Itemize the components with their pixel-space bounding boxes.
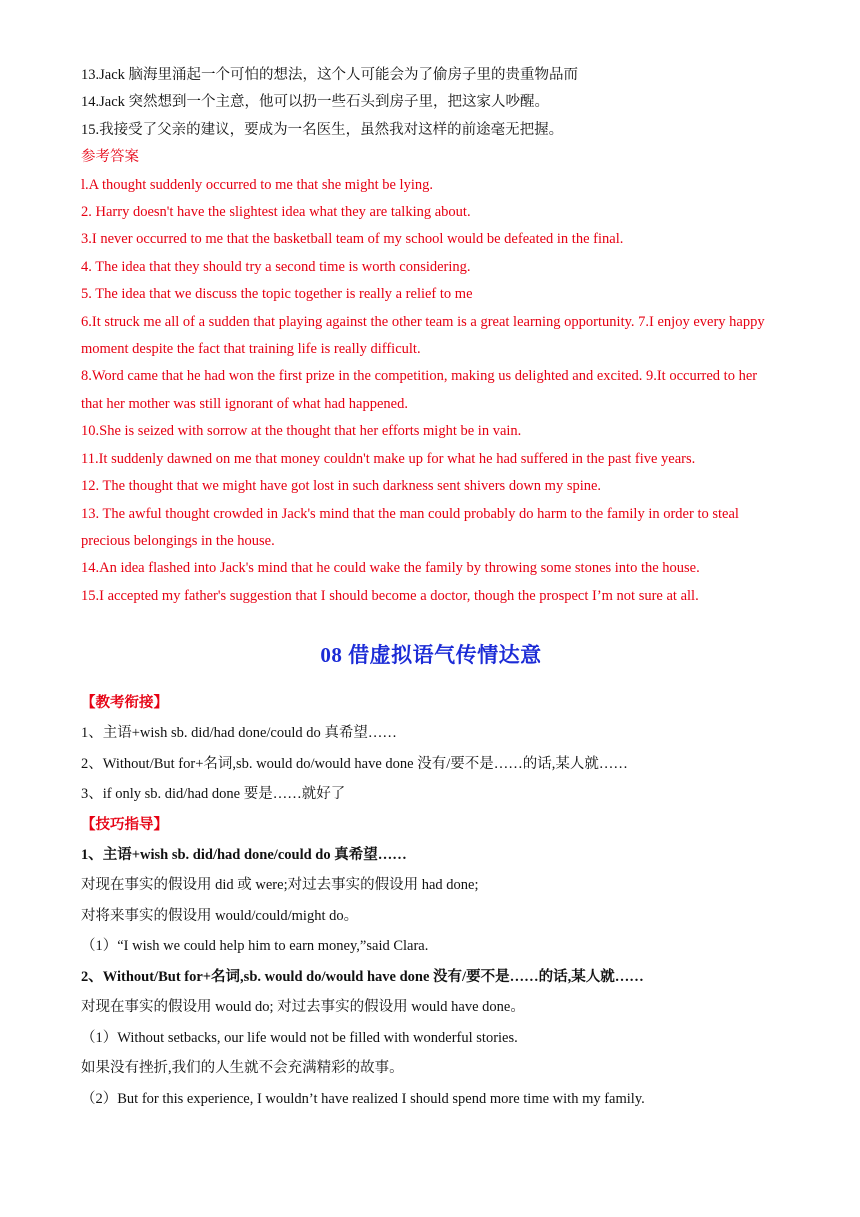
point-1-line-1: 对现在事实的假设用 did 或 were;对过去事实的假设用 had done; xyxy=(81,877,479,894)
answer-2: 2. Harry doesn't have the slightest idea what they are talking about. xyxy=(81,204,471,221)
jiaokao-item-2: 2、Without/But for+名词,sb. would do/would have done 没有/要不是……的话,某人就…… xyxy=(81,755,628,772)
answer-3: 3.I never occurred to me that the basketball team of my school would be defeated in the final. xyxy=(81,231,624,248)
chinese-item-15: 15.我接受了父亲的建议，要成为一名医生，虽然我对这样的前途毫无把握。 xyxy=(81,121,564,138)
chinese-sentence-list xyxy=(81,62,781,144)
jiaokao-item-3: 3、if only sb. did/had done 要是……就好了 xyxy=(81,786,346,803)
answer-14: 14.An idea flashed into Jack's mind that he could wake the family by throwing some stones into the house. xyxy=(81,560,700,577)
point-2-example-2: （2）But for this experience, I wouldn’t have realized I should spend more time with my family. xyxy=(81,1090,645,1107)
answer-5: 5. The idea that we discuss the topic together is really a relief to me xyxy=(81,286,473,303)
answer-1: l.A thought suddenly occurred to me that she might be lying. xyxy=(81,176,433,193)
answer-13: 13. The awful thought crowded in Jack's mind that the man could probably do harm to the family in order to steal precious belongings in the house. xyxy=(81,505,743,549)
jiqiao-heading: 【技巧指导】 xyxy=(81,816,168,833)
answer-8-9: 8.Word came that he had won the first prize in the competition, making us delighted and excited. 9.It occurred to her that her mother was still ignorant of what had happened. xyxy=(81,368,761,412)
point-2-example-1: （1）Without setbacks, our life would not be filled with wonderful stories. xyxy=(81,1029,518,1046)
document-page xyxy=(81,62,781,1114)
point-1-example-1: （1）“I wish we could help him to earn money,”said Clara. xyxy=(81,938,429,955)
section-title: 08 借虚拟语气传情达意 xyxy=(320,643,542,668)
section-body xyxy=(81,688,781,1114)
point-1-line-2: 对将来事实的假设用 would/could/might do。 xyxy=(81,907,359,924)
jiaokao-item-1: 1、主语+wish sb. did/had done/could do 真希望…… xyxy=(81,725,397,742)
point-2-line-1: 对现在事实的假设用 would do; 对过去事实的假设用 would have done。 xyxy=(81,999,525,1016)
jiaokao-heading: 【教考衔接】 xyxy=(81,695,168,712)
answer-10: 10.She is seized with sorrow at the thought that her efforts might be in vain. xyxy=(81,423,522,440)
answer-6-7: 6.It struck me all of a sudden that playing against the other team is a great learning opportunity. 7.I enjoy every happy moment despite the fact that training life is really difficult. xyxy=(81,313,769,358)
point-2-title: 2、Without/But for+名词,sb. would do/would have done 没有/要不是……的话,某人就…… xyxy=(81,968,644,985)
chinese-item-13: 13.Jack 脑海里涌起一个可怕的想法，这个人可能会为了偷房子里的贵重物品而 xyxy=(81,67,579,83)
answer-12: 12. The thought that we might have got lost in such darkness sent shivers down my spine. xyxy=(81,478,602,495)
answer-list xyxy=(81,172,781,611)
chinese-item-14: 14.Jack 突然想到一个主意，他可以扔一些石头到房子里，把这家人吵醒。 xyxy=(81,94,550,111)
answer-11: 11.It suddenly dawned on me that money couldn't make up for what he had suffered in the past five years. xyxy=(81,450,696,467)
point-1-title: 1、主语+wish sb. did/had done/could do 真希望…… xyxy=(81,846,407,863)
answer-15: 15.I accepted my father's suggestion that I should become a doctor, though the prospect I’m not sure at all. xyxy=(81,587,699,604)
point-2-translation-1: 如果没有挫折,我们的人生就不会充满精彩的故事。 xyxy=(81,1060,404,1077)
answers-heading: 参考答案 xyxy=(81,149,139,166)
answer-4: 4. The idea that they should try a second time is worth considering. xyxy=(81,258,471,275)
